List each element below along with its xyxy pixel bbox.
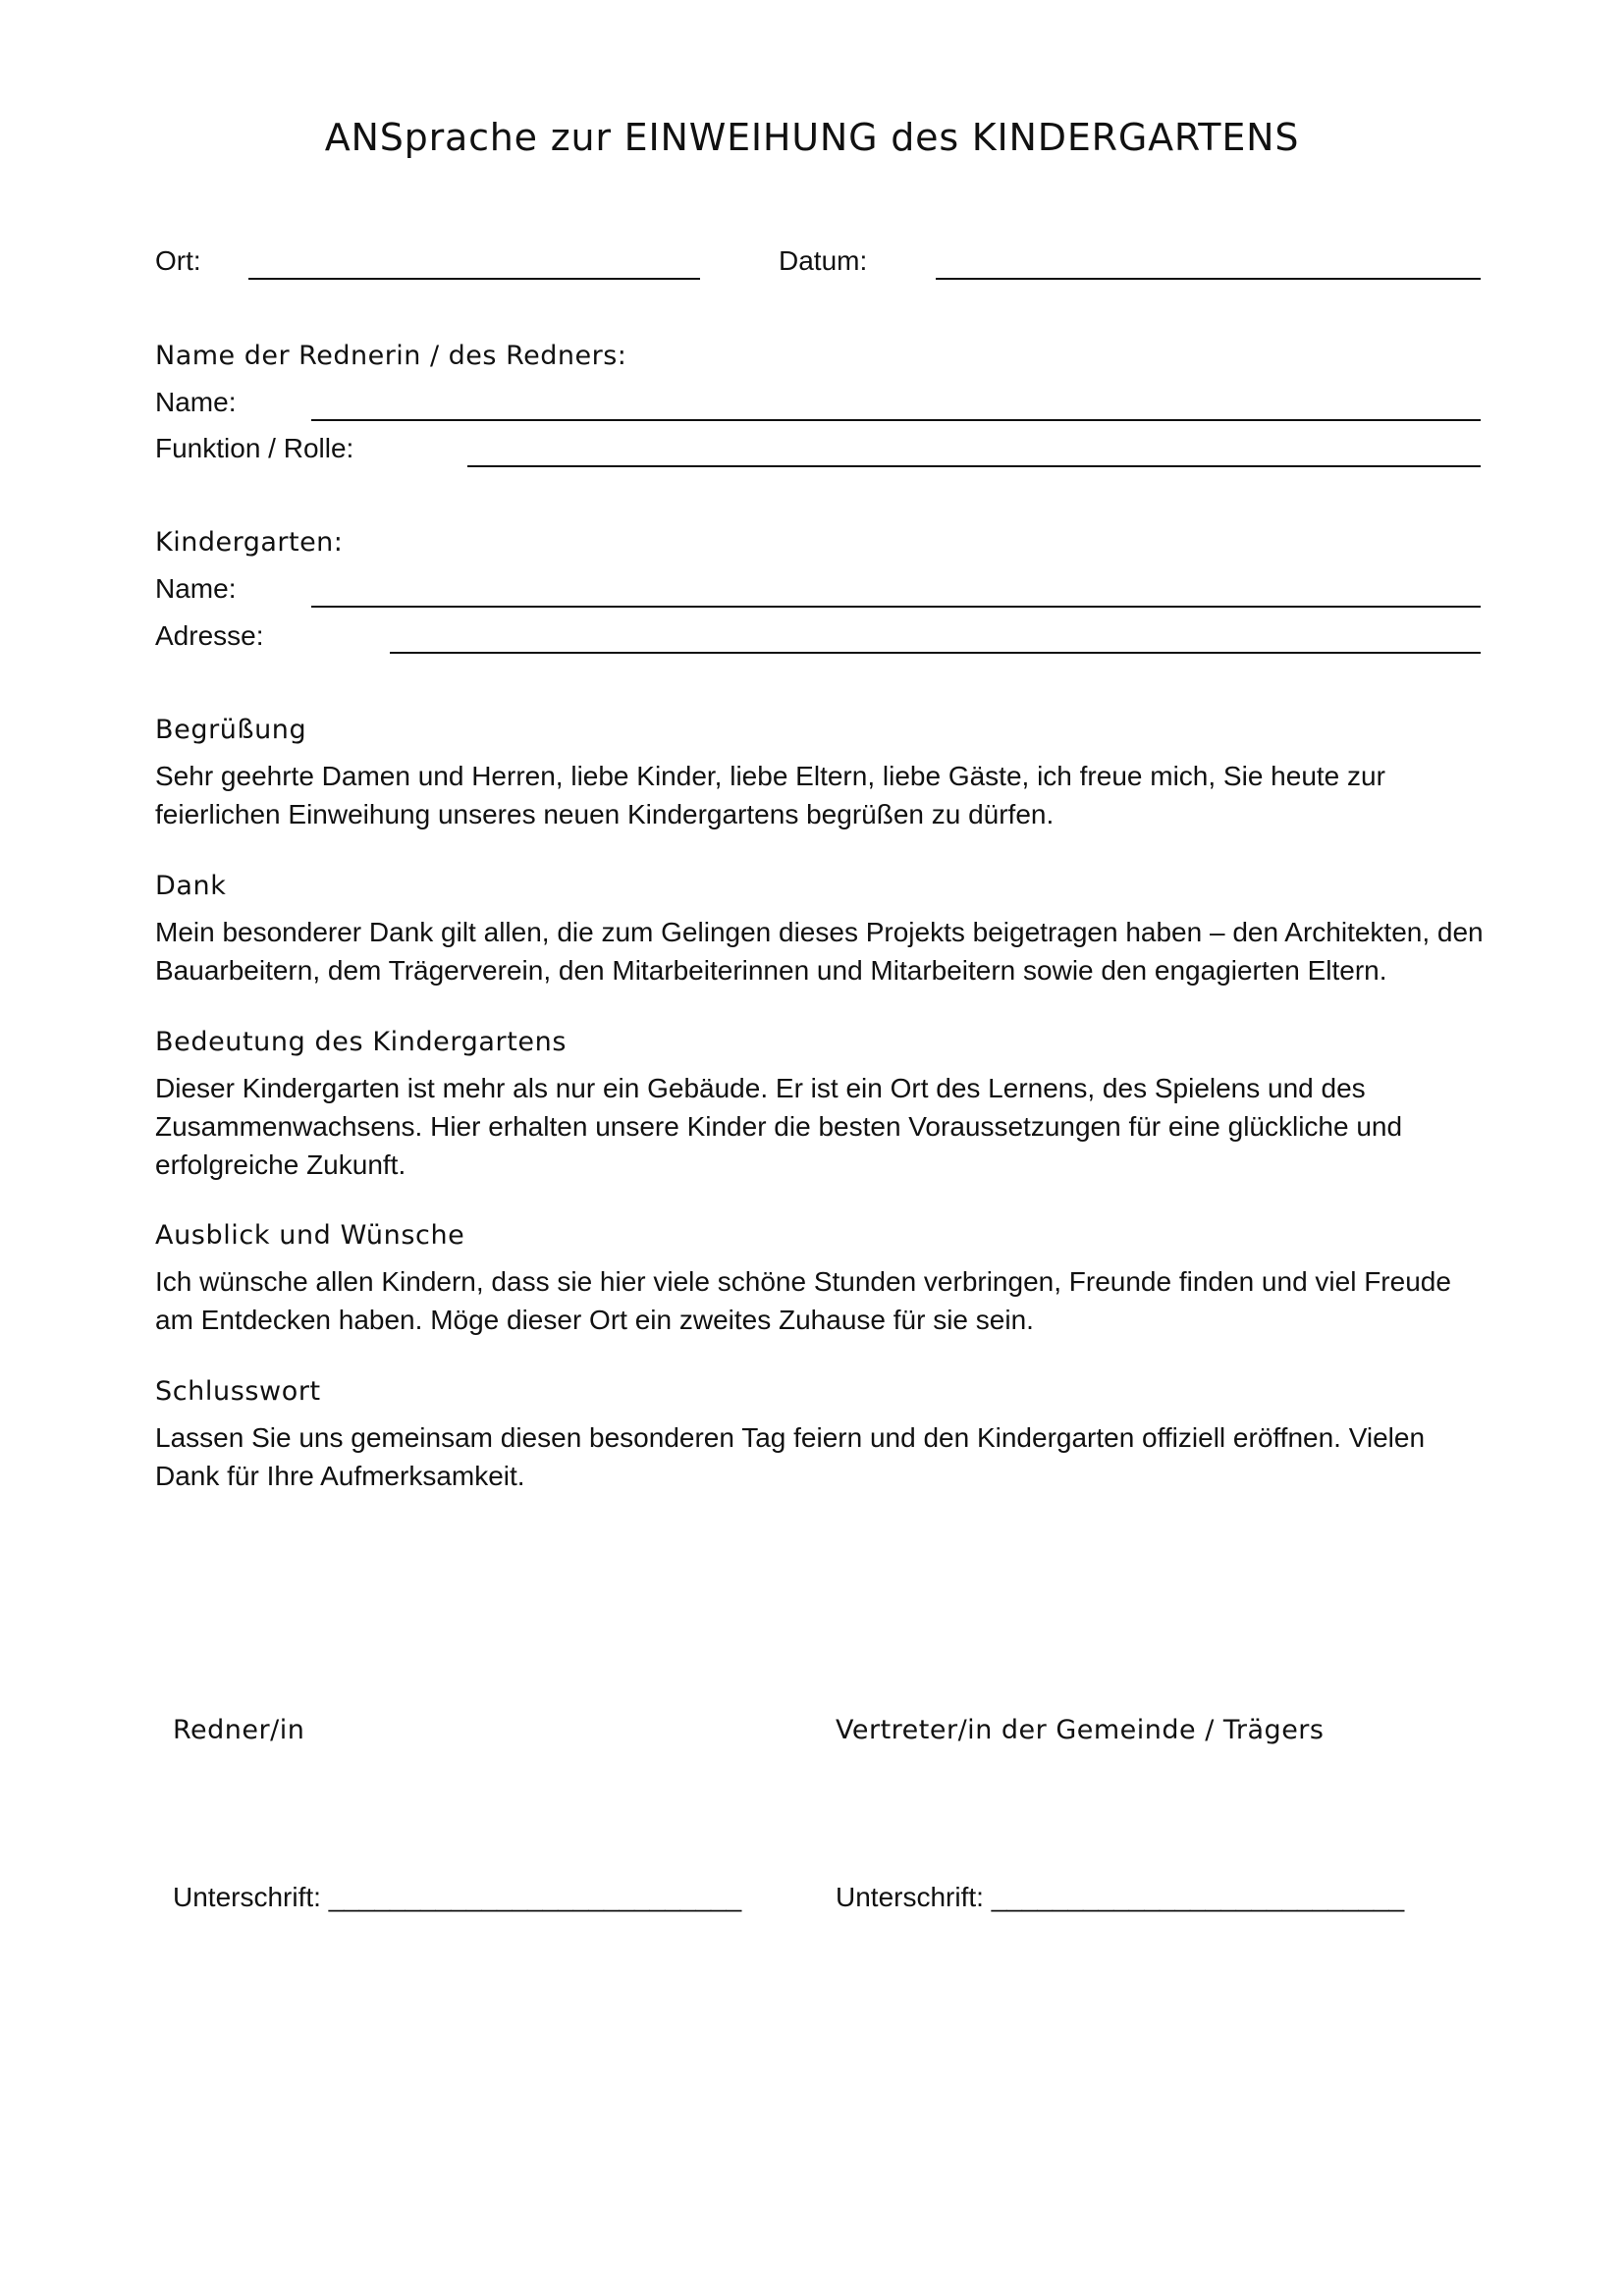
section-heading-schlusswort: Schlusswort — [155, 1376, 321, 1407]
speaker-section-label: Name der Rednerin / des Redners: — [155, 341, 627, 371]
section-heading-begruessung: Begrüßung — [155, 715, 307, 745]
section-text-bedeutung: Dieser Kindergarten ist mehr als nur ein Gebäude. Er ist ein Ort des Lernens, des Spielens und des Zusammenwachsens. Hier erhalten unsere Kinder die besten Voraussetzungen für eine glückliche und erfolgreiche Zukunft. — [155, 1073, 1403, 1180]
section-text-dank: Mein besonderer Dank gilt allen, die zum Gelingen dieses Projekts beigetragen haben – den Architekten, den Bauarbeitern, dem Trägerverein, den Mitarbeiterinnen und Mitarbeitern sowie den engagierten Eltern. — [155, 917, 1484, 986]
speaker-name-field-line[interactable] — [311, 419, 1481, 421]
signature-role-representative: Vertreter/in der Gemeinde / Trägers — [836, 1715, 1325, 1745]
datum-field-line[interactable] — [936, 278, 1481, 280]
document-title: ANSprache zur EINWEIHUNG des KINDERGARTENS — [324, 116, 1300, 159]
speaker-name-label: Name: — [155, 387, 237, 417]
kindergarten-section-label: Kindergarten: — [155, 527, 344, 558]
signature-role-speaker: Redner/in — [173, 1715, 305, 1745]
section-heading-dank: Dank — [155, 871, 227, 901]
section-text-schlusswort: Lassen Sie uns gemeinsam diesen besonderen Tag feiern und den Kindergarten offiziell eröffnen. Vielen Dank für Ihre Aufmerksamkeit. — [155, 1422, 1426, 1491]
datum-label: Datum: — [779, 245, 868, 276]
section-text-begruessung: Sehr geehrte Damen und Herren, liebe Kinder, liebe Eltern, liebe Gäste, ich freue mich, Sie heute zur feierlichen Einweihung unseres neuen Kindergartens begrüßen zu dürfen. — [155, 761, 1385, 829]
kindergarten-name-field-line[interactable] — [311, 606, 1481, 608]
ort-field-line[interactable] — [248, 278, 700, 280]
section-heading-bedeutung: Bedeutung des Kindergartens — [155, 1027, 567, 1057]
ort-label: Ort: — [155, 245, 201, 276]
speaker-role-label: Funktion / Rolle: — [155, 433, 354, 463]
kindergarten-address-field-line[interactable] — [390, 652, 1481, 654]
section-text-ausblick: Ich wünsche allen Kindern, dass sie hier viele schöne Stunden verbringen, Freunde finden und viel Freude am Entdecken haben. Möge dieser Ort ein zweites Zuhause für sie sein. — [155, 1266, 1451, 1335]
kindergarten-name-label: Name: — [155, 573, 237, 604]
signature-line-representative[interactable]: Unterschrift: ___________________________ — [836, 1882, 1405, 1912]
signature-line-speaker[interactable]: Unterschrift: ___________________________ — [173, 1882, 742, 1912]
section-heading-ausblick: Ausblick und Wünsche — [155, 1220, 465, 1251]
kindergarten-address-label: Adresse: — [155, 620, 264, 651]
speaker-role-field-line[interactable] — [467, 465, 1481, 467]
